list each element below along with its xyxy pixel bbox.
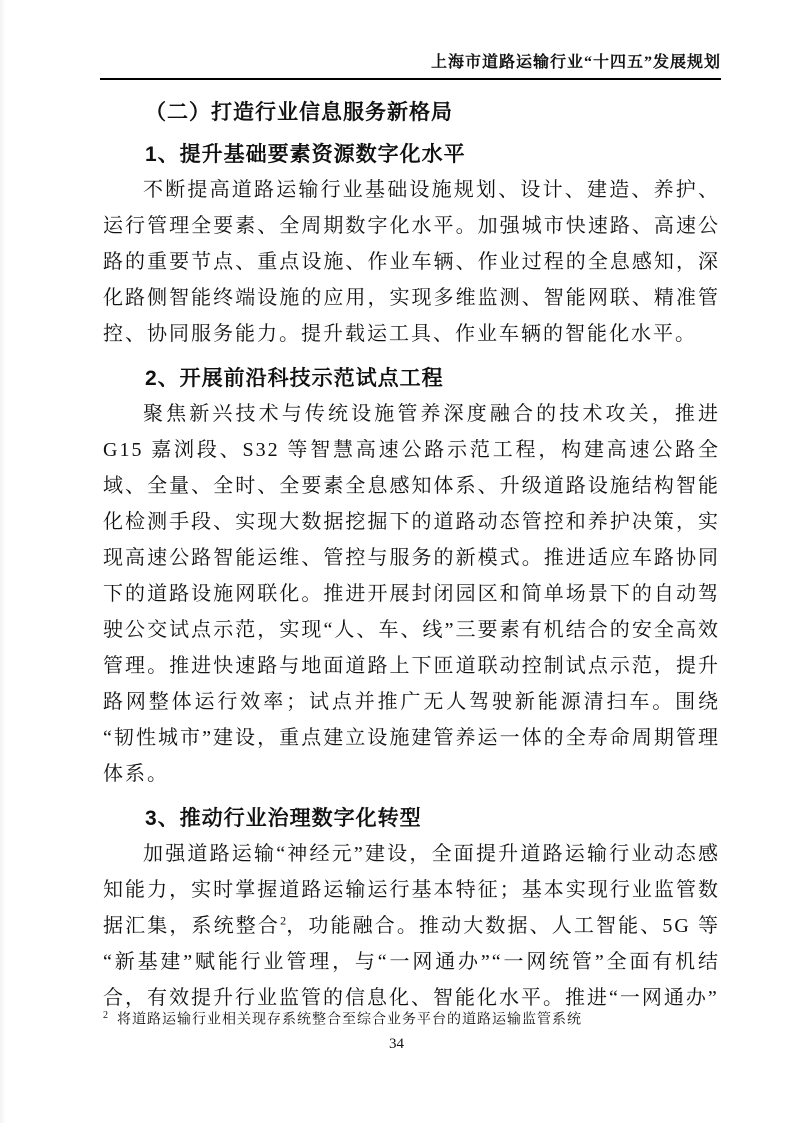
subsection-1-heading: 1、提升基础要素资源数字化水平: [145, 143, 466, 166]
paragraph-1: 不断提高道路运输行业基础设施规划、设计、建造、养护、运行管理全要素、全周期数字化水平。加强城市快速路、高速公路的重要节点、重点设施、作业车辆、作业过程的全息感知，深化路侧智能终端设施的应用，实现多维监测、智能网联、精准管控、协同服务能力。提升载运工具、作业车辆的智能化水平。: [103, 179, 720, 345]
footnote: [103, 1006, 703, 1031]
header-running-title: 上海市道路运输行业“十四五”发展规划: [430, 54, 721, 71]
section-heading: （二）打造行业信息服务新格局: [145, 101, 453, 124]
paragraph-3-text-after-ref: ，功能融合。推动大数据、人工智能、5G 等“新基建”赋能行业管理，与“一网通办”“一网统管”全面有机结合，有效提升行业监管的信息化、智能化水平。推进“一网通办”: [103, 915, 721, 1009]
subsection-3-heading: 3、推动行业治理数字化转型: [145, 807, 422, 830]
subsection-2-heading: 2、开展前沿科技示范试点工程: [145, 367, 444, 390]
paragraph-2: 聚焦新兴技术与传统设施管养深度融合的技术攻关，推进 G15 嘉浏段、S32 等智慧高速公路示范工程，构建高速公路全域、全量、全时、全要素全息感知体系、升级道路设施结构智能化检测手段、实现大数据挖掘下的道路动态管控和养护决策，实现高速公路智能运维、管控与服务的新模式。推进适应车路协同下的道路设施网联化。推进开展封闭园区和简单场景下的自动驾驶公交试点示范，实现“人、车、线”三要素有机结合的安全高效管理。推进快速路与地面道路上下匝道联动控制试点示范，提升路网整体运行效率；试点并推广无人驾驶新能源清扫车。围绕“韧性城市”建设，重点建立设施建管养运一体的全寿命周期管理体系。: [103, 403, 720, 785]
page-number: 34: [389, 1036, 404, 1052]
paragraph-3-text-before-ref: 加强道路运输“神经元”建设，全面提升道路运输行业动态感知能力，实时掌握道路运输运行基本特征；基本实现行业监管数据汇集，系统整合: [103, 843, 720, 937]
page-header: [100, 0, 721, 80]
footnote-reference: 2: [280, 913, 287, 928]
footnote-marker: 2: [103, 1010, 109, 1021]
document-body: [0, 98, 793, 1016]
paragraph-3: [103, 836, 720, 1016]
footnote-text: 将道路运输行业相关现存系统整合至综合业务平台的道路运输监管系统: [117, 1012, 582, 1028]
